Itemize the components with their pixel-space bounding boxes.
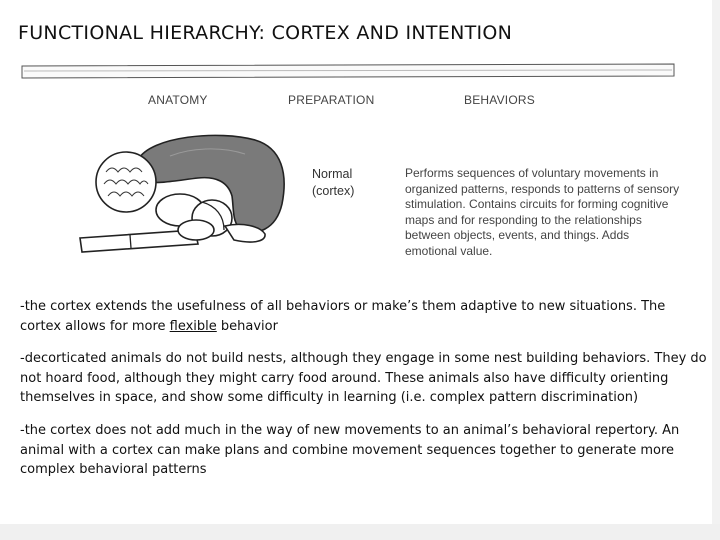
olfactory-bulb xyxy=(96,152,156,212)
note-1-emphasis: flexible xyxy=(169,318,217,334)
column-preparation: PREPARATION xyxy=(288,93,375,107)
notes xyxy=(20,297,710,493)
scan-edge-right xyxy=(712,0,720,540)
preparation-line-2: (cortex) xyxy=(312,184,355,198)
note-paragraph-3: -the cortex does not add much in the way of new movements to an animal’s behavioral repertory. An animal with a cortex can make plans and combine movement sequences together to generate more complex behavioral patterns xyxy=(20,422,680,478)
behaviors-description: Performs sequences of voluntary movements in organized patterns, responds to patterns of sensory stimulation. Contains circuits for forming cognitive maps and for responding to the relationships between objects, events, and things. Adds emotional value. xyxy=(405,166,680,258)
note-1-tail: behavior xyxy=(216,318,278,334)
scan-edge-bottom xyxy=(0,524,720,540)
note-paragraph-1 xyxy=(20,297,710,336)
preparation-line-1: Normal xyxy=(312,167,353,181)
header-rule xyxy=(20,62,676,82)
page-title: FUNCTIONAL HIERARCHY: CORTEX AND INTENTION xyxy=(18,22,513,44)
column-anatomy: ANATOMY xyxy=(148,93,208,107)
scanned-figure xyxy=(20,62,680,280)
note-1-text: -the cortex extends the usefulness of all behaviors or make’s them adaptive to new situations. The cortex allows for more xyxy=(20,299,666,334)
brain-illustration xyxy=(20,126,290,256)
preparation-cell xyxy=(312,166,392,200)
note-paragraph-2: -decorticated animals do not build nests, although they engage in some nest building behaviors. They do not hoard food, although they might carry food around. These animals also have difficulty orienting themselves in space, and show some difficulty in learning (i.e. complex pattern discrimination) xyxy=(20,351,707,406)
column-behaviors: BEHAVIORS xyxy=(464,93,535,107)
